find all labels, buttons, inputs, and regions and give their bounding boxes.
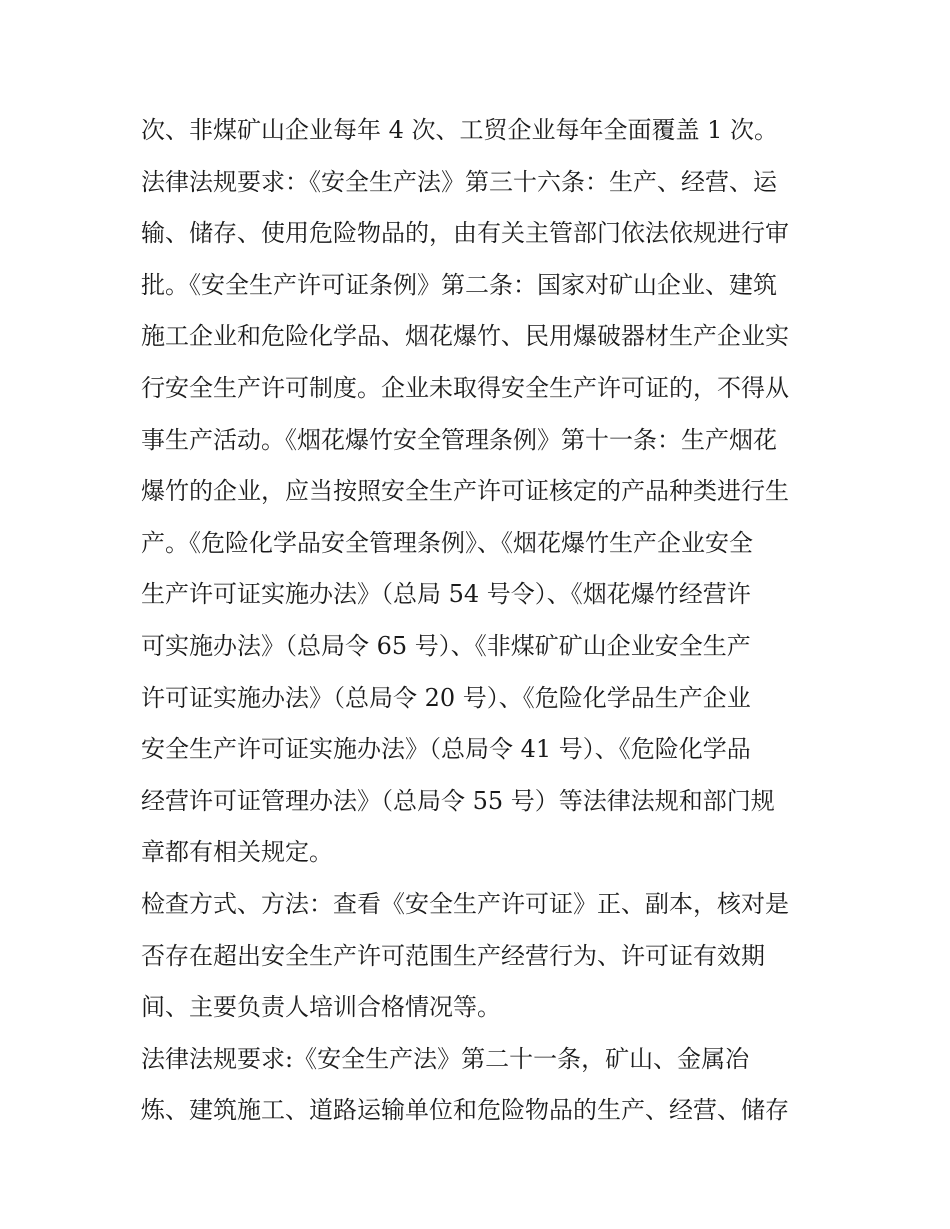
text-line: 生产许可证实施办法》（总局 54 号令）、《烟花爆竹经营许 bbox=[141, 580, 751, 609]
text-line: 事生产活动。《烟花爆竹安全管理条例》第十一条：生产烟花 bbox=[141, 425, 777, 454]
text-line: 炼、建筑施工、道路运输单位和危险物品的生产、经营、储存 bbox=[141, 1096, 789, 1125]
text-line: 间、主要负责人培训合格情况等。 bbox=[141, 993, 501, 1022]
text-line: 输、储存、使用危险物品的，由有关主管部门依法依规进行审 bbox=[141, 219, 789, 248]
text-line: 法律法规要求：《安全生产法》第三十六条：生产、经营、运 bbox=[141, 167, 777, 196]
text-line: 章都有相关规定。 bbox=[141, 838, 333, 867]
text-line: 许可证实施办法》（总局令 20 号）、《危险化学品生产企业 bbox=[141, 683, 751, 712]
text-line: 次、非煤矿山企业每年 4 次、工贸企业每年全面覆盖 1 次。 bbox=[141, 116, 779, 144]
text-line: 法律法规要求:《安全生产法》第二十一条，矿山、金属冶 bbox=[141, 1044, 750, 1073]
text-line: 施工企业和危险化学品、烟花爆竹、民用爆破器材生产企业实 bbox=[141, 322, 789, 351]
document-body bbox=[141, 108, 821, 1140]
text-line: 否存在超出安全生产许可范围生产经营行为、许可证有效期 bbox=[141, 941, 765, 970]
text-line: 批。《安全生产许可证条例》第二条：国家对矿山企业、建筑 bbox=[141, 270, 777, 299]
text-line: 可实施办法》（总局令 65 号）、《非煤矿矿山企业安全生产 bbox=[141, 631, 751, 660]
text-line: 爆竹的企业，应当按照安全生产许可证核定的产品种类进行生 bbox=[141, 477, 789, 506]
text-line: 行安全生产许可制度。企业未取得安全生产许可证的，不得从 bbox=[141, 373, 789, 402]
text-line: 安全生产许可证实施办法》（总局令 41 号）、《危险化学品 bbox=[141, 735, 751, 764]
text-line: 产。《危险化学品安全管理条例》、《烟花爆竹生产企业安全 bbox=[141, 528, 753, 557]
text-line: 检查方式、方法：查看《安全生产许可证》正、副本，核对是 bbox=[141, 889, 789, 918]
text-line: 经营许可证管理办法》（总局令 55 号）等法律法规和部门规 bbox=[141, 786, 775, 815]
